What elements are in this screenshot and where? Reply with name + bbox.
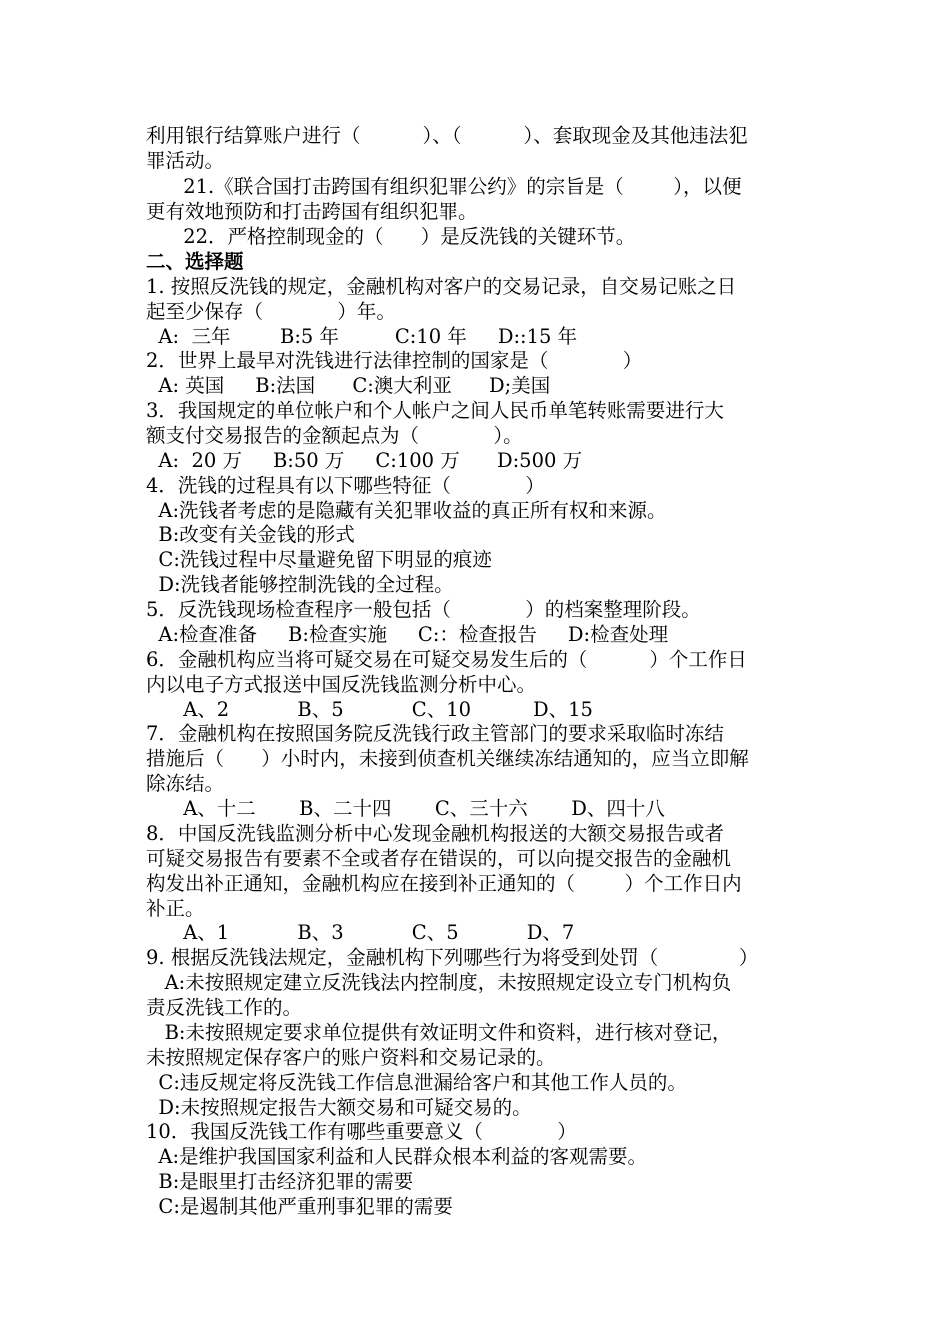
question-text: 构发出补正通知，金融机构应在接到补正通知的（ ）个工作日内 <box>146 872 742 895</box>
answer-options: A:检查准备 B:检查实施 C:：检查报告 D:检查处理 <box>146 623 669 646</box>
answer-option: B:改变有关金钱的形式 <box>146 523 355 546</box>
question-text: 补正。 <box>146 897 205 920</box>
question-text: 10．我国反洗钱工作有哪些重要意义（ ） <box>146 1120 577 1143</box>
text-line: 22．严格控制现金的（ ）是反洗钱的关键环节。 <box>146 225 636 248</box>
answer-option: A:未按照规定建立反洗钱法内控制度，未按照规定设立专门机构负 <box>146 971 732 994</box>
question-text: 5．反洗钱现场检查程序一般包括（ ）的档案整理阶段。 <box>146 598 701 621</box>
answer-options: A、十二 B、二十四 C、三十六 D、四十八 <box>146 797 665 820</box>
question-text: 6．金融机构应当将可疑交易在可疑交易发生后的（ ）个工作日 <box>146 648 747 671</box>
question-text: 可疑交易报告有要素不全或者存在错误的，可以向提交报告的金融机 <box>146 847 732 870</box>
text-line: 更有效地预防和打击跨国有组织犯罪。 <box>146 200 478 223</box>
question-text: 9. 根据反洗钱法规定，金融机构下列哪些行为将受到处罚（ ） <box>146 946 759 969</box>
answer-option: 责反洗钱工作的。 <box>146 996 303 1019</box>
answer-option: A:是维护我国国家利益和人民群众根本利益的客观需要。 <box>146 1145 648 1168</box>
answer-option: B:是眼里打击经济犯罪的需要 <box>146 1170 414 1193</box>
question-text: 7．金融机构在按照国务院反洗钱行政主管部门的要求采取临时冻结 <box>146 722 724 745</box>
text-line: 21.《联合国打击跨国有组织犯罪公约》的宗旨是（ ），以便 <box>146 175 742 198</box>
answer-option: C:违反规定将反洗钱工作信息泄漏给客户和其他工作人员的。 <box>146 1071 687 1094</box>
answer-option: A:洗钱者考虑的是隐藏有关犯罪收益的真正所有权和来源。 <box>146 499 667 522</box>
question-text: 起至少保存（ ）年。 <box>146 300 396 323</box>
text-line: 罪活动。 <box>146 149 225 172</box>
answer-option: 未按照规定保存客户的账户资料和交易记录的。 <box>146 1046 556 1069</box>
question-text: 措施后（ ）小时内，未接到侦查机关继续冻结通知的，应当立即解 <box>146 747 749 770</box>
answer-options: A: 三年 B:5 年 C:10 年 D::15 年 <box>146 325 578 348</box>
answer-option: C:洗钱过程中尽量避免留下明显的痕迹 <box>146 548 492 571</box>
answer-option: B:未按照规定要求单位提供有效证明文件和资料，进行核对登记， <box>146 1021 732 1044</box>
question-text: 内以电子方式报送中国反洗钱监测分析中心。 <box>146 673 537 696</box>
question-text: 2．世界上最早对洗钱进行法律控制的国家是（ ） <box>146 349 643 372</box>
question-text: 8．中国反洗钱监测分析中心发现金融机构报送的大额交易报告或者 <box>146 822 724 845</box>
question-text: 除冻结。 <box>146 772 225 795</box>
question-text: 1. 按照反洗钱的规定，金融机构对客户的交易记录，自交易记账之日 <box>146 275 737 298</box>
answer-options: A: 英国 B:法国 C:澳大利亚 D;美国 <box>146 374 551 397</box>
section-heading: 二、选择题 <box>146 250 244 273</box>
answer-option: D:未按照规定报告大额交易和可疑交易的。 <box>146 1096 532 1119</box>
question-text: 3．我国规定的单位帐户和个人帐户之间人民币单笔转账需要进行大 <box>146 399 724 422</box>
answer-options: A: 20 万 B:50 万 C:100 万 D:500 万 <box>146 449 583 472</box>
question-text: 额支付交易报告的金额起点为（ ）。 <box>146 424 523 447</box>
answer-option: D:洗钱者能够控制洗钱的全过程。 <box>146 573 454 596</box>
text-line: 利用银行结算账户进行（ ）、（ ）、套取现金及其他违法犯 <box>146 124 748 147</box>
question-text: 4．洗钱的过程具有以下哪些特征（ ） <box>146 474 545 497</box>
answer-options: A、2 B、5 C、10 D、15 <box>146 698 593 721</box>
answer-option: C:是遏制其他严重刑事犯罪的需要 <box>146 1195 453 1218</box>
answer-options: A、1 B、3 C、5 D、7 <box>146 921 575 944</box>
